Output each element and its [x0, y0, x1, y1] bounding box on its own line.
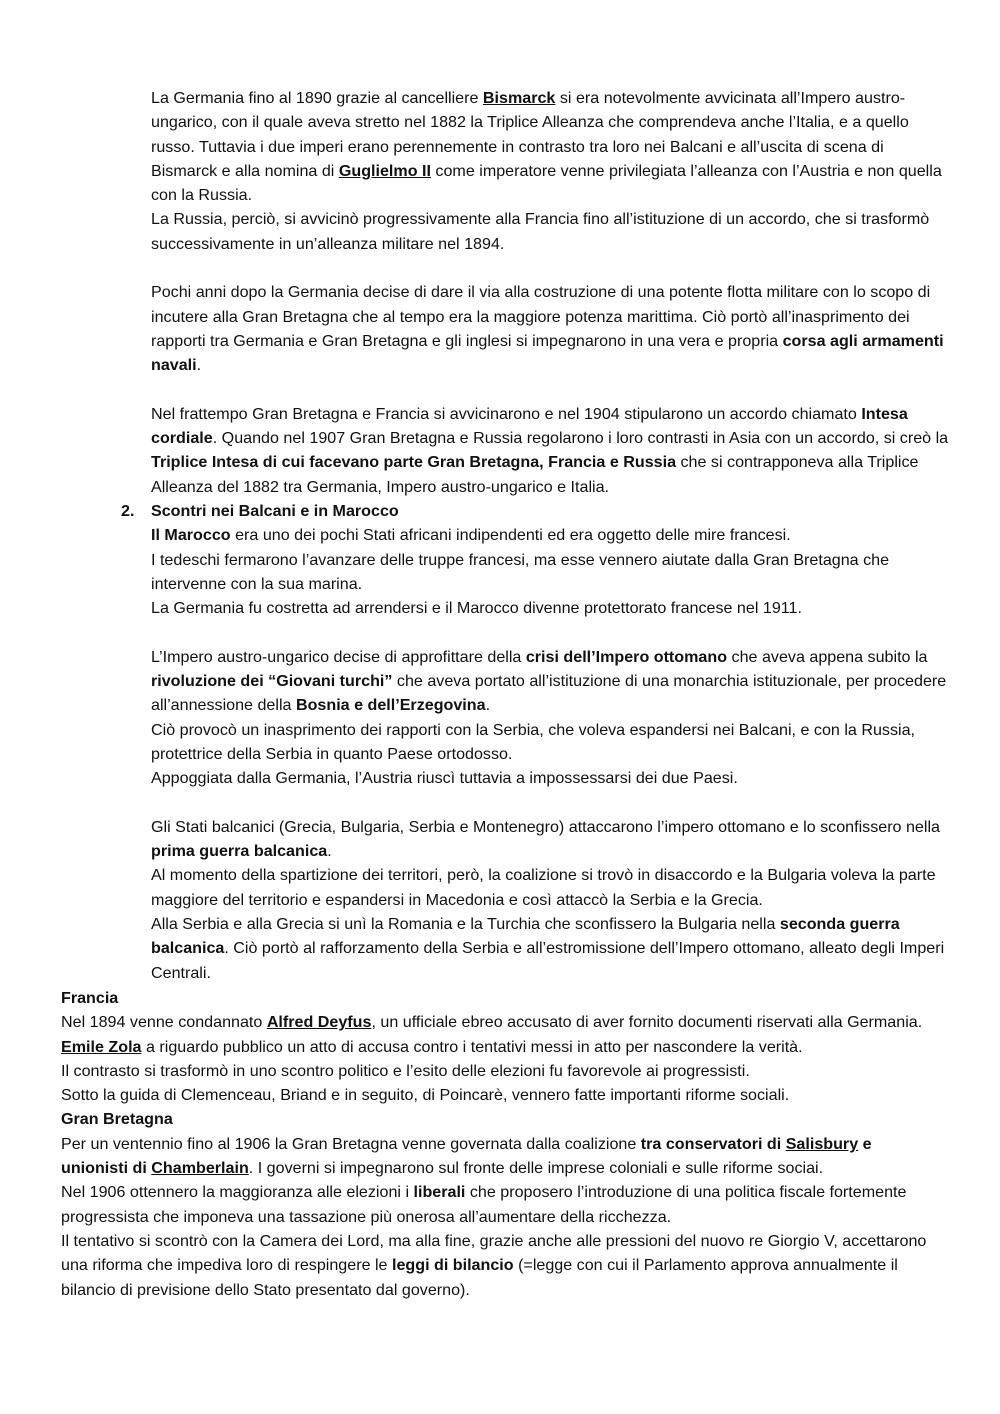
paragraph: La Russia, perciò, si avvicinò progressivamente alla Francia fino all’istituzione di un accordo, che si trasformò successivamente in un’alleanza militare nel 1894. [151, 210, 930, 253]
text: Per un ventennio fino al 1906 la Gran Bretagna venne governata dalla coalizione [61, 1134, 641, 1153]
bold-term: Intesa cordiale [151, 404, 908, 448]
text: a riguardo pubblico un atto di accusa contro i tentativi messi in atto per nascondere la verità. [141, 1037, 803, 1056]
text: . I governi si impegnarono sul fronte delle imprese coloniali e sulle riforme sociai. [248, 1159, 824, 1178]
text: Alla Serbia e alla Grecia si unì la Romania e la Turchia che sconfissero la Bulgaria nella [151, 915, 780, 934]
zola-term: Emile Zola [61, 1037, 142, 1056]
paragraph [151, 280, 951, 377]
text: Gli Stati balcanici (Grecia, Bulgaria, Serbia e Montenegro) attaccarono l’impero ottomano e lo sconfissero nella [151, 817, 940, 836]
text: si era notevolmente avvicinata all’Impero austro-ungarico, con il quale aveva stretto nel 1882 la Triplice Alleanza che comprendeva anche l’Italia, e a quello russo. Tuttavia i due imperi erano perennemente in contrasto tra loro nei Balcani e all’uscita di scena di Bismarck e alla nomina di [151, 89, 909, 180]
text: . [485, 696, 491, 715]
section-heading: Francia [61, 989, 119, 1007]
text: che aveva portato all’istituzione di una monarchia istituzionale, per procedere all’annessione della [151, 672, 947, 715]
bismarck-term: Bismarck [482, 89, 556, 107]
paragraph [151, 86, 951, 207]
paragraph: I tedeschi fermarono l’avanzare delle truppe francesi, ma esse vennero aiutate dalla Gran Bretagna che intervenne con la sua marina. [151, 550, 890, 593]
bold-term: Bosnia e dell’Erzegovina [295, 696, 486, 715]
paragraph [151, 815, 951, 864]
bold-term: leggi di bilancio [391, 1256, 514, 1275]
bold-term: rivoluzione dei “Giovani turchi” [151, 672, 393, 691]
paragraph [61, 1132, 941, 1181]
text: La Germania fino al 1890 grazie al cancelliere [151, 89, 483, 107]
guglielmo-term: Guglielmo II [338, 161, 431, 180]
text: (=legge con cui il Parlamento approva annualmente il bilancio di previsione dello Stato presentato dal governo). [61, 1256, 898, 1299]
bold-term: Triplice Intesa di cui facevano parte Gran Bretagna, Francia e Russia [151, 453, 677, 472]
text: . Quando nel 1907 Gran Bretagna e Russia regolarono i loro contrasti in Asia con un accordo, si creò la [212, 429, 949, 448]
paragraph: Sotto la guida di Clemenceau, Briand e in seguito, di Poincarè, vennero fatte importanti riforme sociali. [61, 1086, 790, 1105]
salisbury-term: Salisbury [785, 1134, 859, 1153]
bold-term: liberali [413, 1183, 466, 1202]
section-francia [61, 986, 941, 1302]
paragraph [151, 523, 951, 547]
dreyfus-term: Alfred Deyfus [266, 1013, 372, 1032]
bold-term: corsa agli armamenti navali [151, 331, 944, 375]
text: Il tentativo si scontrò con la Camera dei Lord, ma alla fine, grazie anche alle pressioni del nuovo re Giorgio V, accettarono una riforma che impediva loro di respingere le [61, 1231, 927, 1275]
section-number: 2. [121, 502, 135, 520]
text: era uno dei pochi Stati africani indipendenti ed era oggetto delle mire francesi. [230, 526, 791, 545]
chamberlain-term: Chamberlain [151, 1159, 249, 1178]
text: L’Impero austro-ungarico decise di approfittare della [151, 647, 526, 666]
bold-term: prima guerra balcanica [151, 842, 328, 861]
bold-term: seconda guerra balcanica [151, 915, 900, 958]
paragraph [151, 912, 951, 985]
paragraph: Appoggiata dalla Germania, l’Austria riuscì tuttavia a impossessarsi dei due Paesi. [151, 769, 738, 788]
text: come imperatore venne privilegiata l’alleanza con l’Austria e non quella con la Russia. [151, 161, 942, 205]
bold-term: crisi dell’Impero ottomano [525, 647, 728, 666]
section-2 [121, 499, 951, 985]
paragraph [61, 1229, 941, 1302]
section-heading: Scontri nei Balcani e in Marocco [151, 502, 399, 520]
paragraph: La Germania fu costretta ad arrendersi e il Marocco divenne protettorato francese nel 1911. [151, 599, 802, 618]
text: Pochi anni dopo la Germania decise di dare il via alla costruzione di una potente flotta militare con lo scopo di incutere alla Gran Bretagna che al tempo era la maggiore potenza marittima. Ciò portò all’inasprimento dei rapporti tra Germania e Gran Bretagna e gli inglesi si impegnarono in una vera e propria [151, 283, 931, 350]
paragraph: Il contrasto si trasformò in uno scontro politico e l’esito delle elezioni fu favorevole ai progressisti. [61, 1061, 750, 1080]
bold-term: Il Marocco [151, 526, 231, 545]
paragraph [151, 402, 951, 499]
text: . Ciò portò al rafforzamento della Serbia e all’estromissione dell’Impero ottomano, alleato degli Imperi Centrali. [151, 939, 945, 982]
text: Nel frattempo Gran Bretagna e Francia si avvicinarono e nel 1904 stipularono un accordo chiamato [151, 404, 862, 423]
section-1-body [151, 86, 951, 499]
text: che proposero l’introduzione di una politica fiscale fortemente progressista che imponeva una tassazione più onerosa all’aumentare della ricchezza. [61, 1183, 907, 1226]
text: Nel 1906 ottennero la maggioranza alle elezioni i [61, 1183, 414, 1202]
text: . [196, 356, 202, 375]
bold-term: tra conservatori di [640, 1134, 786, 1153]
text: che si contrapponeva alla Triplice Alleanza del 1882 tra Germania, Impero austro-ungarico e Italia. [151, 453, 919, 496]
text: . [327, 842, 332, 861]
text: che aveva appena subito la [727, 647, 928, 666]
text: , un ufficiale ebreo accusato di aver fornito documenti riservati alla Germania. [371, 1013, 923, 1032]
paragraph [61, 1180, 941, 1229]
bold-term: e unionisti di [61, 1134, 872, 1178]
paragraph [61, 1010, 941, 1059]
paragraph: Ciò provocò un inasprimento dei rapporti con la Serbia, che voleva espandersi nei Balcani, e con la Russia, protettrice della Serbia in quanto Paese ortodosso. [151, 720, 915, 763]
paragraph [151, 645, 951, 718]
text: Nel 1894 venne condannato [61, 1013, 267, 1032]
paragraph: Al momento della spartizione dei territori, però, la coalizione si trovò in disaccordo e la Bulgaria voleva la parte maggiore del territorio e espandersi in Macedonia e così attaccò la Serbia e la Grecia. [151, 866, 936, 909]
section-heading: Gran Bretagna [61, 1110, 173, 1129]
